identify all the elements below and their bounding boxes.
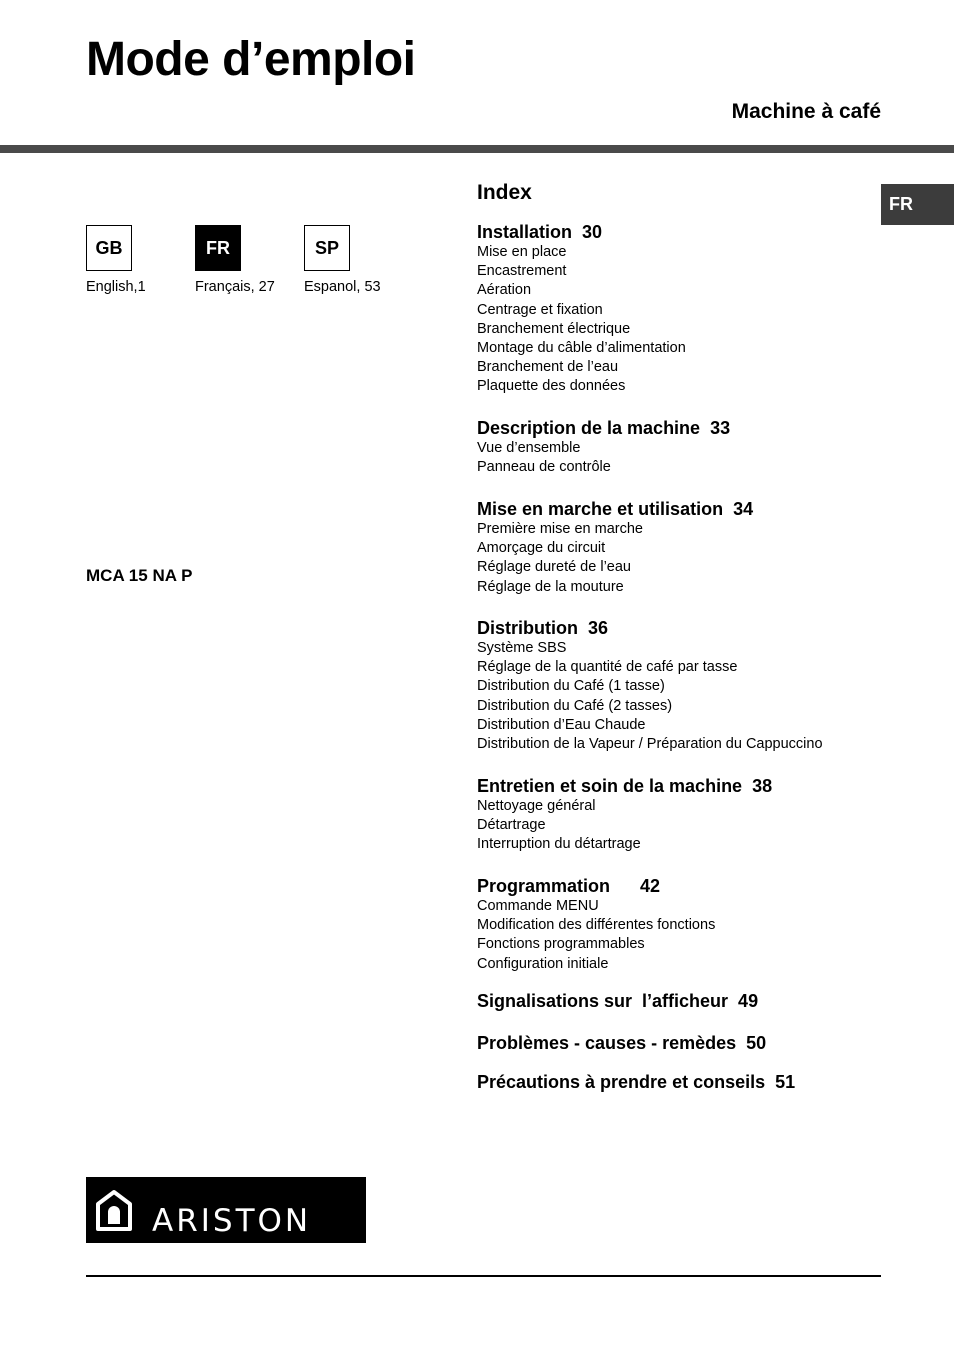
index-item: Distribution du Café (1 tasse) [477, 678, 665, 695]
index-item: Branchement électrique [477, 320, 631, 337]
house-icon [98, 1192, 130, 1229]
language-label-fr: Français, 27 [195, 279, 275, 295]
index-item: Aération [477, 282, 532, 299]
index-item: Configuration initiale [477, 955, 609, 972]
index-section-entretien: Entretien et soin de la machine 38 [477, 776, 773, 796]
index-item: Modification des différentes fonctions [477, 917, 716, 934]
language-box-sp: SP [304, 225, 350, 271]
logo-graphic [86, 1177, 366, 1243]
index-item: Encastrement [477, 263, 567, 280]
index-section-description-items [477, 439, 611, 477]
index-item: Mise en place [477, 244, 567, 260]
index-section-problemes: Problèmes - causes - remèdes 50 [477, 1033, 767, 1053]
index-item: Première mise en marche [477, 521, 643, 537]
index-item: Réglage de la mouture [477, 578, 624, 595]
logo-wordmark: ARISTON [152, 1203, 312, 1239]
header-divider [0, 145, 954, 153]
index-section-installation: Installation 30 [477, 222, 603, 242]
index-section-distribution-items [477, 639, 823, 754]
index-item: Panneau de contrôle [477, 459, 611, 476]
index-item: Interruption du détartrage [477, 836, 641, 853]
index-item: Centrage et fixation [477, 301, 603, 318]
index-item: Fonctions programmables [477, 936, 645, 953]
index-item: Plaquette des données [477, 378, 626, 395]
index-item: Amorçage du circuit [477, 540, 606, 557]
language-box-gb: GB [86, 225, 132, 271]
index-item: Nettoyage général [477, 798, 596, 814]
index-section-programmation-items [477, 897, 715, 974]
index-title: Index [477, 181, 532, 204]
footer-divider [86, 1275, 881, 1277]
index-item: Vue d’ensemble [477, 440, 581, 456]
model-number: MCA 15 NA P [86, 566, 193, 585]
index-item: Distribution d’Eau Chaude [477, 716, 646, 733]
index-section-signalisations: Signalisations sur l’afficheur 49 [477, 991, 759, 1011]
index-section-description: Description de la machine 33 [477, 418, 731, 438]
index-item: Branchement de l’eau [477, 359, 619, 376]
index-section-entretien-items [477, 797, 641, 855]
product-subtitle: Machine à café [731, 100, 881, 123]
index-item: Détartrage [477, 817, 546, 834]
language-label-sp: Espanol, 53 [304, 279, 381, 295]
index-section-installation-items [477, 243, 686, 397]
index-section-distribution: Distribution 36 [477, 618, 609, 638]
index-item: Montage du câble d’alimentation [477, 339, 686, 356]
language-label-gb: English,1 [86, 279, 146, 295]
index-section-precautions: Précautions à prendre et conseils 51 [477, 1072, 796, 1092]
index-item: Réglage dureté de l’eau [477, 559, 631, 576]
index-section-programmation: Programmation 42 [477, 876, 661, 896]
index-item: Commande MENU [477, 898, 599, 914]
language-tab-fr: FR [881, 184, 954, 225]
index-item: Distribution du Café (2 tasses) [477, 697, 673, 714]
index-item: Système SBS [477, 640, 567, 656]
index-item: Réglage de la quantité de café par tasse [477, 659, 738, 676]
language-box-fr: FR [195, 225, 241, 271]
ariston-logo [86, 1177, 366, 1243]
index-item: Distribution de la Vapeur / Préparation du Cappuccino [477, 735, 823, 752]
index-section-mise-en-marche-items [477, 520, 643, 597]
page-title: Mode d’emploi [86, 33, 416, 86]
index-section-mise-en-marche: Mise en marche et utilisation 34 [477, 499, 754, 519]
